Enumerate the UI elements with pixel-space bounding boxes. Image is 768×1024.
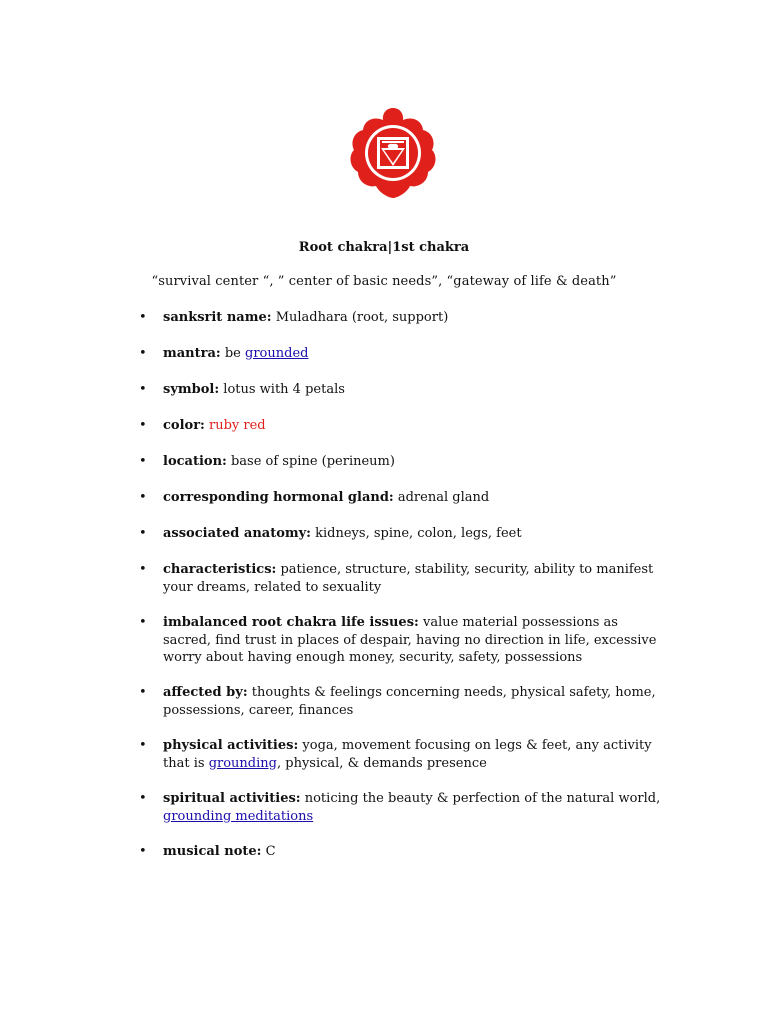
- bullet: •: [139, 310, 147, 325]
- root-chakra-icon: [344, 106, 442, 198]
- item-label: imbalanced root chakra life issues:: [163, 615, 419, 630]
- list-item-characteristics: [139, 561, 663, 596]
- bullet: •: [139, 382, 147, 397]
- item-text: adrenal gland: [397, 490, 490, 505]
- item-text: patience, structure, stability, security, ability to manifest your dreams, related to sexuality: [163, 562, 654, 595]
- item-text: noticing the beauty & perfection of the natural world,: [304, 791, 661, 806]
- list-item-hormonal-gland: [139, 489, 663, 507]
- item-text: yoga, movement focusing on legs & feet, any activity that is: [163, 738, 652, 771]
- bullet: •: [139, 615, 147, 630]
- bullet: •: [139, 738, 147, 753]
- item-text: Muladhara (root, support): [275, 310, 449, 325]
- item-label: associated anatomy:: [163, 526, 311, 541]
- item-label: affected by:: [163, 685, 248, 700]
- bullet: •: [139, 418, 147, 433]
- list-item-musical-note: [139, 843, 663, 861]
- list-item-symbol: [139, 381, 663, 399]
- item-label: corresponding hormonal gland:: [163, 490, 394, 505]
- item-text: kidneys, spine, colon, legs, feet: [315, 526, 522, 541]
- bullet: •: [139, 844, 147, 859]
- bullet: •: [139, 685, 147, 700]
- list-item-spiritual-activities: [139, 790, 663, 825]
- item-label: color:: [163, 418, 205, 433]
- item-text: be: [224, 346, 241, 361]
- item-text: base of spine (perineum): [230, 454, 395, 469]
- list-item-color: [139, 417, 663, 435]
- bullet: •: [139, 346, 147, 361]
- list-item-location: [139, 453, 663, 471]
- item-label: location:: [163, 454, 227, 469]
- grounding-meditations-link[interactable]: grounding meditations: [163, 808, 314, 824]
- item-label: spiritual activities:: [163, 791, 301, 806]
- list-item-sanskrit-name: [139, 309, 663, 327]
- list-item-affected-by: [139, 684, 663, 719]
- item-text-post: , physical, & demands presence: [276, 755, 487, 771]
- list-item-mantra: [139, 345, 663, 363]
- bullet: •: [139, 454, 147, 469]
- bullet: •: [139, 490, 147, 505]
- item-label: symbol:: [163, 382, 220, 397]
- item-label: mantra:: [163, 346, 221, 361]
- item-label: characteristics:: [163, 562, 277, 577]
- bullet: •: [139, 791, 147, 806]
- item-text: thoughts & feelings concerning needs, physical safety, home, possessions, career, finances: [163, 685, 656, 718]
- bullet: •: [139, 562, 147, 577]
- bullet: •: [139, 526, 147, 541]
- item-label: sanksrit name:: [163, 310, 272, 325]
- subtitle-quote: “survival center “, ” center of basic needs”, “gateway of life & death”: [151, 274, 617, 289]
- grounding-link[interactable]: grounding: [208, 755, 277, 771]
- color-value: ruby red: [208, 418, 266, 433]
- list-item-physical-activities: [139, 737, 663, 772]
- grounded-link[interactable]: grounded: [245, 346, 309, 361]
- item-text: value material possessions as sacred, find trust in places of despair, having no direction in life, excessive worry about having enough money, security, safety, possessions: [163, 615, 657, 666]
- page-title: Root chakra|1st chakra: [298, 240, 470, 255]
- item-text: lotus with 4 petals: [223, 382, 345, 397]
- item-label: physical activities:: [163, 738, 299, 753]
- list-item-anatomy: [139, 525, 663, 543]
- item-label: musical note:: [163, 844, 262, 859]
- item-text: C: [265, 844, 276, 859]
- list-item-imbalanced-issues: [139, 614, 663, 667]
